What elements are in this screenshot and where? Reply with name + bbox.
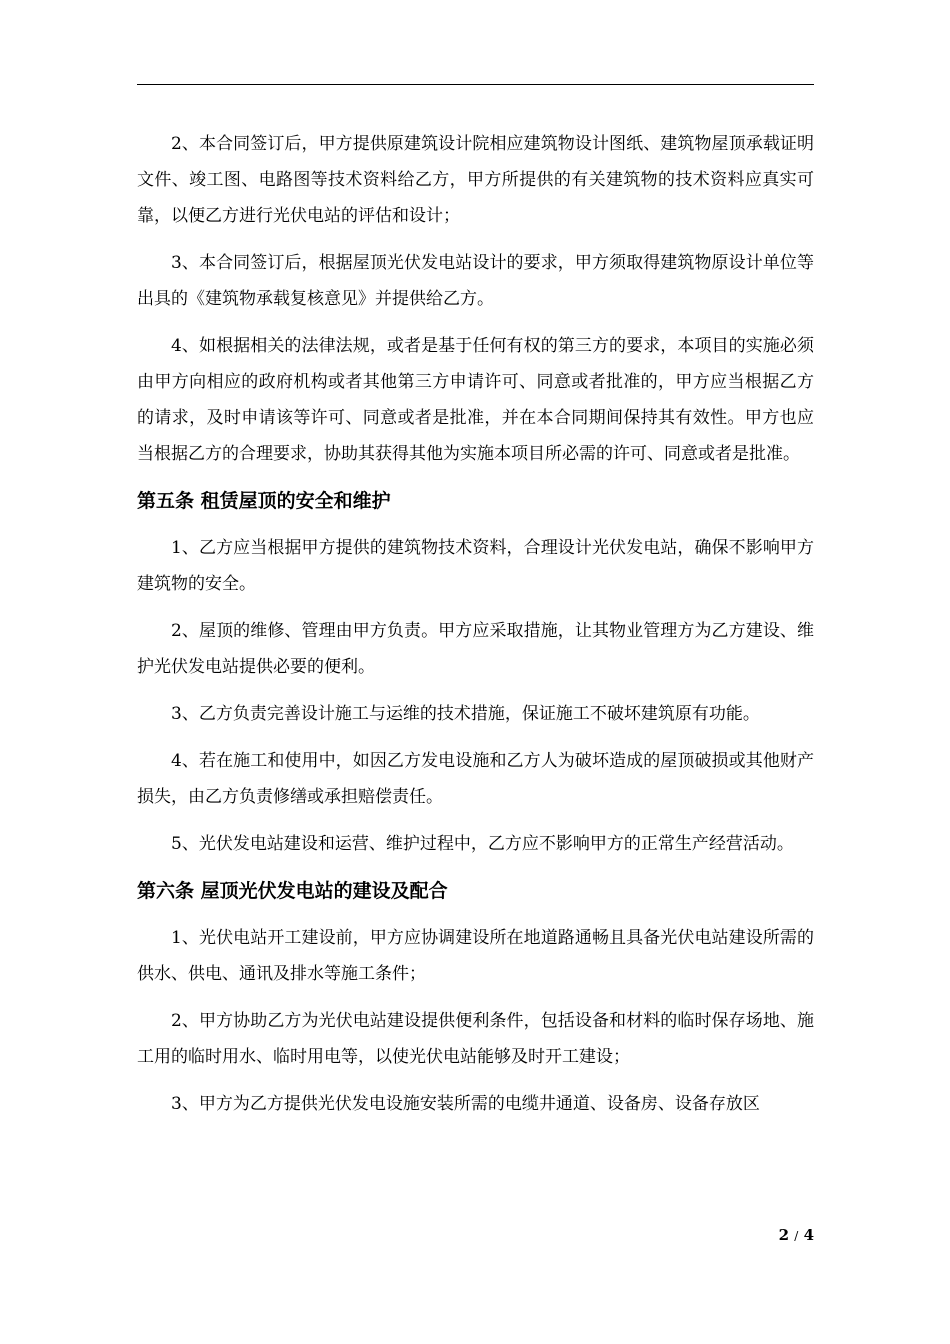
clause-paragraph: 5、光伏发电站建设和运营、维护过程中，乙方应不影响甲方的正常生产经营活动。: [171, 834, 794, 854]
clause-paragraph: 2、甲方协助乙方为光伏电站建设提供便利条件，包括设备和材料的临时保存场地、施工用的临时用水、临时用电等，以使光伏电站能够及时开工建设；: [137, 1011, 814, 1067]
header-rule: [137, 84, 814, 85]
clause-paragraph: 4、如根据相关的法律法规，或者是基于任何有权的第三方的要求，本项目的实施必须由甲方向相应的政府机构或者其他第三方申请许可、同意或者批准的，甲方应当根据乙方的请求，及时申请该等许可、同意或者是批准，并在本合同期间保持其有效性。甲方也应当根据乙方的合理要求，协助其获得其他为实施本项目所必需的许可、同意或者是批准。: [137, 336, 814, 464]
clause-paragraph: 3、甲方为乙方提供光伏发电设施安装所需的电缆井通道、设备房、设备存放区: [171, 1094, 760, 1114]
document-body: [137, 126, 814, 1133]
clause-paragraph: 2、屋顶的维修、管理由甲方负责。甲方应采取措施，让其物业管理方为乙方建设、维护光伏发电站提供必要的便利。: [137, 621, 814, 677]
section-heading-6: 第六条 屋顶光伏发电站的建设及配合: [137, 880, 448, 902]
clause-paragraph: 3、乙方负责完善设计施工与运维的技术措施，保证施工不破坏建筑原有功能。: [171, 704, 760, 724]
page-number: [779, 1226, 814, 1244]
clause-paragraph: 3、本合同签订后，根据屋顶光伏发电站设计的要求，甲方须取得建筑物原设计单位等出具的《建筑物承载复核意见》并提供给乙方。: [137, 253, 814, 309]
current-page: 2: [778, 1226, 790, 1244]
clause-paragraph: 1、乙方应当根据甲方提供的建筑物技术资料，合理设计光伏发电站，确保不影响甲方建筑物的安全。: [137, 538, 814, 594]
section-heading-5: 第五条 租赁屋顶的安全和维护: [137, 490, 391, 512]
clause-paragraph: 2、本合同签订后，甲方提供原建筑设计院相应建筑物设计图纸、建筑物屋顶承载证明文件、竣工图、电路图等技术资料给乙方，甲方所提供的有关建筑物的技术资料应真实可靠，以便乙方进行光伏电站的评估和设计；: [137, 134, 814, 226]
total-pages: 4: [803, 1226, 814, 1244]
page-separator: /: [794, 1229, 799, 1243]
clause-paragraph: 1、光伏电站开工建设前，甲方应协调建设所在地道路通畅且具备光伏电站建设所需的供水、供电、通讯及排水等施工条件；: [137, 928, 814, 984]
clause-paragraph: 4、若在施工和使用中，如因乙方发电设施和乙方人为破坏造成的屋顶破损或其他财产损失，由乙方负责修缮或承担赔偿责任。: [137, 751, 814, 807]
